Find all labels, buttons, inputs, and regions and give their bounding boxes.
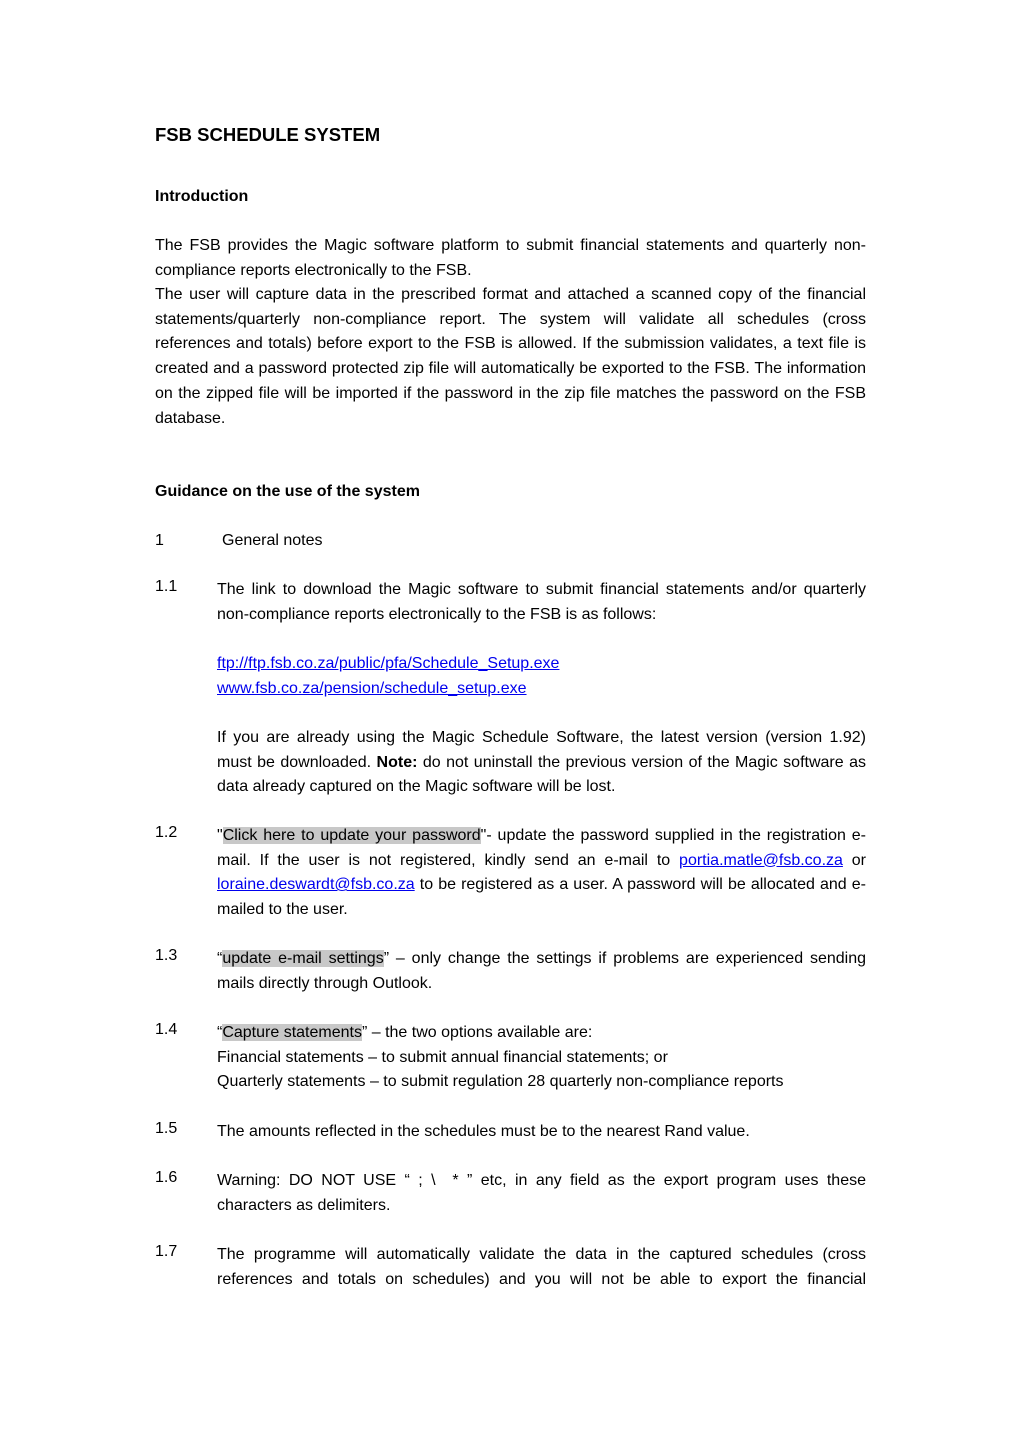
item-1-6-text [217,1169,871,1218]
item-1-2-body: "- update the password supplied in the registration e-mail. If the user is not registered, kindly send an e-mail to [217,827,867,869]
ftp-download-link[interactable]: ftp://ftp.fsb.co.za/public/pfa/Schedule_Setup.exe [217,655,560,672]
note-text: do not uninstall the previous version of the Magic software as data already captured on the Magic software will be lost. [217,753,866,796]
item-1-1-text [217,578,866,627]
item-number: 1.7 [155,1243,178,1260]
update-password-highlight: Click here to update your password [222,827,481,844]
intro-paragraph-2-text: The user will capture data in the prescribed format and attached a scanned copy of the financial statements/quarterly non-compliance report. The system will validate all schedules (cross references and totals) before export to the FSB is allowed. If the submission validates, a text file is created and a password protected zip file will automatically be exported to the FSB. The information on the zipped file will be imported if the password in the zip file matches the password on the FSB database. [155,286,866,427]
item-1-1-body: The link to download the Magic software to submit financial statements and/or quarterly non-compliance reports electronically to the FSB is as follows: [217,581,866,623]
item-1-6-body: Warning: DO NOT USE “ ; \ * ” etc, in any field as the export program uses these characters as delimiters. [217,1172,871,1214]
intro-paragraph-2 [155,283,866,431]
item-number: 1.5 [155,1120,178,1137]
email-link-loraine[interactable]: loraine.deswardt@fsb.co.za [217,876,415,894]
capture-statements-highlight: Capture statements [222,1024,362,1041]
item-1-2-text [217,824,866,922]
item-1-3-body: ” – only change the settings if problems are experienced sending mails directly through Outlook. [217,950,867,992]
intro-paragraph-1-text: The FSB provides the Magic software platform to submit financial statements and quarterly non-compliance reports electronically to the FSB. [155,237,866,279]
note-label: Note: [376,753,418,771]
section-title: General notes [222,532,323,549]
document-title: FSB SCHEDULE SYSTEM [155,124,381,145]
item-1-2-tail: to be registered as a user. A password will be allocated and e-mailed to the user. [217,876,866,918]
quote-open: “ [217,1024,223,1041]
introduction-heading: Introduction [155,188,249,205]
version-text: If you are already using the Magic Schedule Software, the latest version (version 1.92) must be downloaded. [217,729,866,771]
web-download-link[interactable]: www.fsb.co.za/pension/schedule_setup.exe [217,679,527,697]
item-1-5-body: The amounts reflected in the schedules must be to the nearest Rand value. [217,1123,750,1140]
quote-open: " [217,827,223,844]
item-number: 1.2 [155,824,178,841]
guidance-heading: Guidance on the use of the system [155,483,420,500]
item-1-5-text [217,1120,866,1145]
item-number: 1.4 [155,1021,178,1038]
item-1-7-text [217,1243,866,1292]
item-1-1-version-note [217,726,866,800]
item-number: 1.3 [155,947,178,964]
or-text: or [842,851,867,869]
email-link-portia[interactable]: portia.matle@fsb.co.za [679,851,843,869]
item-1-3-text [217,947,866,996]
item-1-4-text [217,1021,866,1095]
download-links [217,652,866,701]
quarterly-statements-option: Quarterly statements – to submit regulation 28 quarterly non-compliance reports [217,1073,784,1091]
item-1-7-body: The programme will automatically validate the data in the captured schedules (cross references and totals on schedules) and you will not be able to export the financial [217,1246,866,1288]
item-1-4-body: ” – the two options available are: [361,1024,593,1041]
quote-open: “ [217,950,223,967]
section-number: 1 [155,532,164,549]
financial-statements-option: Financial statements – to submit annual financial statements; or [217,1048,668,1066]
item-number: 1.6 [155,1169,178,1186]
item-number: 1.1 [155,578,178,595]
intro-paragraph-1 [155,234,866,283]
email-settings-highlight: update e-mail settings [222,950,384,967]
